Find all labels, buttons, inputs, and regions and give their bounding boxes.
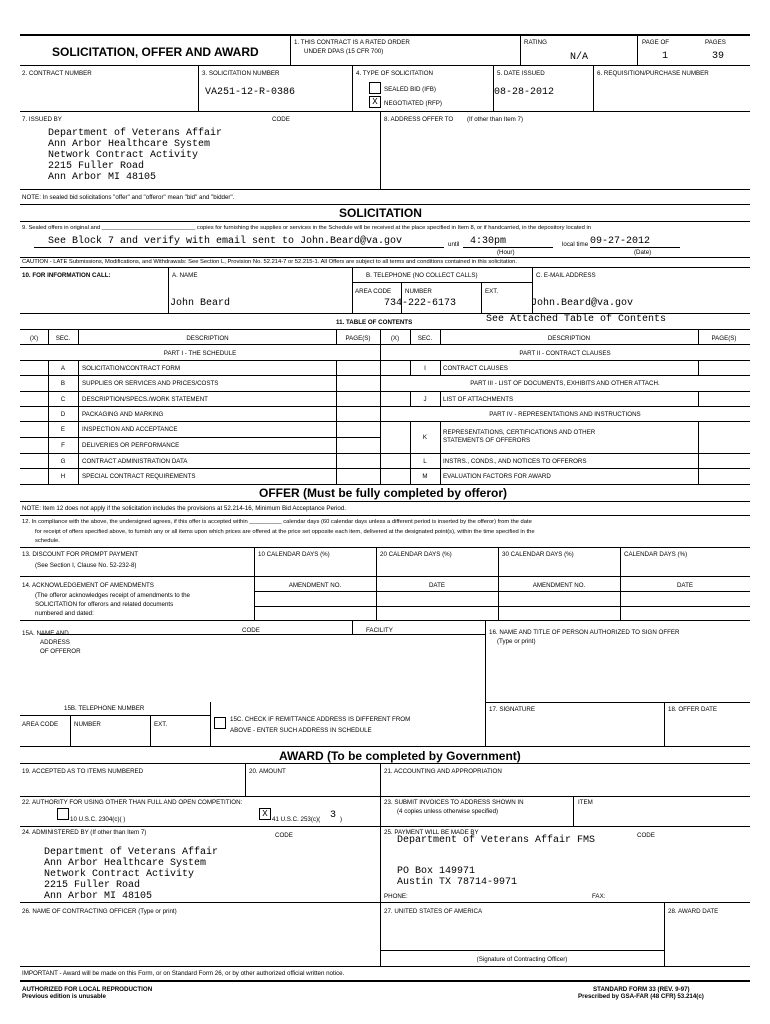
name-address-label-1: 15A. NAME AND — [22, 630, 69, 637]
amendment-no-col-2: AMENDMENT NO. — [532, 582, 586, 589]
administered-by-line-4: 2215 Fuller Road — [44, 880, 141, 891]
remittance-checkbox[interactable] — [214, 717, 226, 729]
rating-value: N/A — [570, 52, 589, 63]
offeror-code-label: CODE — [242, 627, 260, 634]
item15c-line-2: ABOVE - ENTER SUCH ADDRESS IN SCHEDULE — [230, 727, 372, 734]
amendment-no-col-1: AMENDMENT NO. — [288, 582, 342, 589]
item27-label: 27. UNITED STATES OF AMERICA — [384, 908, 483, 915]
rated-order-label: 1. THIS CONTRACT IS A RATED ORDER — [294, 39, 410, 46]
item16-sub: (Type or print) — [497, 638, 536, 645]
usc-10-checkbox[interactable] — [57, 808, 69, 820]
toc-right-sec-i: I — [424, 365, 426, 372]
toc-col-pages-left: PAGE(S) — [345, 335, 371, 342]
toc-left-desc-e[interactable]: INSPECTION AND ACCEPTANCE — [82, 426, 178, 433]
contact-name-value: John Beard — [170, 298, 231, 309]
toc-left-sec-h: H — [60, 473, 66, 480]
toc-left-sec-f: F — [61, 442, 65, 449]
offer-area-code-label: AREA CODE — [22, 721, 59, 728]
contract-number-label: 2. CONTRACT NUMBER — [22, 70, 92, 77]
payment-fax-label: FAX: — [592, 893, 606, 900]
toc-right-desc-k2[interactable]: STATEMENTS OF OFFERORS — [443, 437, 531, 444]
toc-col-desc-left: DESCRIPTION — [186, 335, 229, 342]
note-item-12: NOTE: Item 12 does not apply if the solicitation includes the provisions at 52.214-16, Minimum Bid Acceptance Period. — [22, 505, 346, 512]
item24-code-label: CODE — [275, 832, 293, 839]
form-bottom-border — [20, 980, 750, 982]
phone-number-label: NUMBER — [405, 288, 432, 295]
administered-by-line-2: Ann Arbor Healthcare System — [44, 858, 207, 869]
telephone-15b-label: 15B. TELEPHONE NUMBER — [64, 705, 145, 712]
usc-41-close: ) — [340, 816, 343, 823]
issued-by-line-5: Ann Arbor MI 48105 — [48, 172, 157, 183]
toc-right-desc-l[interactable]: INSTRS., CONDS., AND NOTICES TO OFFERORS — [443, 458, 587, 465]
contact-phone-value: 734-222-6173 — [384, 298, 457, 309]
administered-by-line-5: Ann Arbor MI 48105 — [44, 891, 153, 902]
toc-right-sec-m: M — [422, 473, 428, 480]
item25-code-label: CODE — [637, 832, 655, 839]
hour-value: 4:30pm — [470, 236, 507, 247]
name-address-label-3: OF OFFEROR — [40, 648, 81, 655]
footer-authorized: AUTHORIZED FOR LOCAL REPRODUCTION — [22, 986, 153, 993]
toc-left-desc-g[interactable]: CONTRACT ADMINISTRATION DATA — [82, 458, 188, 465]
footer-prescribed-by: Prescribed by GSA-FAR (48 CFR) 53.214(c) — [578, 993, 704, 1000]
payment-line-3: Austin TX 78714-9971 — [397, 877, 518, 888]
discount-20-days[interactable]: 20 CALENDAR DAYS (%) — [380, 551, 452, 558]
item19-label: 19. ACCEPTED AS TO ITEMS NUMBERED — [22, 768, 144, 775]
issued-by-line-3: Network Contract Activity — [48, 150, 199, 161]
caution-text: CAUTION - LATE Submissions, Modifications, and Withdrawals: See Section L, Provision No. 52.214-7 or 52.215-1. All Offers are subject to all terms and conditions contained in this solicitation. — [22, 259, 518, 265]
date-issued-value: 08-28-2012 — [494, 87, 555, 98]
toc-left-sec-e: E — [60, 426, 66, 433]
toc-left-sec-a: A — [60, 365, 66, 372]
requisition-number-label: 6. REQUISITION/PURCHASE NUMBER — [597, 70, 709, 77]
info-call-label: 10. FOR INFORMATION CALL: — [22, 272, 111, 279]
discount-10-days[interactable]: 10 CALENDAR DAYS (%) — [258, 551, 330, 558]
form-top-border — [20, 34, 750, 36]
solicitation-heading: SOLICITATION — [339, 206, 422, 220]
issued-by-line-2: Ann Arbor Healthcare System — [48, 139, 211, 150]
dpas-label: UNDER DPAS (15 CFR 700) — [304, 48, 384, 55]
solicitation-number-value: VA251-12-R-0386 — [205, 87, 296, 98]
rating-label: RATING — [524, 39, 547, 46]
toc-heading: 11. TABLE OF CONTENTS — [336, 319, 413, 326]
discount-sub: (See Section I, Clause No. 52-232-8) — [35, 562, 137, 569]
discount-label: 13. DISCOUNT FOR PROMPT PAYMENT — [22, 551, 139, 558]
negotiated-label: NEGOTIATED (RFP) — [384, 100, 442, 107]
toc-left-desc-d[interactable]: PACKAGING AND MARKING — [82, 411, 164, 418]
toc-right-desc-k1[interactable]: REPRESENTATIONS, CERTIFICATIONS AND OTHER — [443, 429, 596, 436]
toc-right-sec-k: K — [422, 434, 428, 441]
item15c-line-1: 15C. CHECK IF REMITTANCE ADDRESS IS DIFFERENT FROM — [230, 716, 411, 723]
toc-left-sec-d: D — [60, 411, 66, 418]
item22-label: 22. AUTHORITY FOR USING OTHER THAN FULL AND OPEN COMPETITION: — [22, 799, 243, 806]
issued-by-line-1: Department of Veterans Affair — [48, 128, 223, 139]
award-heading: AWARD (To be completed by Government) — [279, 749, 521, 763]
toc-left-sec-b: B — [60, 380, 66, 387]
toc-right-desc-j[interactable]: LIST OF ATTACHMENTS — [443, 396, 514, 403]
toc-col-pages-right: PAGE(S) — [711, 335, 737, 342]
administered-by-line-1: Department of Veterans Affair — [44, 847, 219, 858]
facility-label: FACILITY — [366, 627, 393, 634]
toc-col-sec-left: SEC. — [55, 335, 71, 342]
item9-text: 9. Sealed offers in original and _____________________________ copies for furnishing the supplies or services in the Schedule will be received at the place specified in Item 8, or if handcarried, in the depository located in — [22, 225, 592, 231]
toc-col-x-left: (X) — [29, 335, 39, 342]
item24-label: 24. ADMINISTERED BY (If other than Item 7) — [22, 829, 147, 836]
see-attached-toc: See Attached Table of Contents — [486, 314, 667, 325]
payment-phone-label: PHONE: — [384, 893, 408, 900]
toc-right-desc-i[interactable]: CONTRACT CLAUSES — [443, 365, 508, 372]
item21-label: 21. ACCOUNTING AND APPROPRIATION — [384, 768, 502, 775]
offer-number-label: NUMBER — [74, 721, 101, 728]
ack-sub-2: SOLICITATION for offerors and related documents — [35, 601, 174, 608]
item17-signature-label: 17. SIGNATURE — [489, 706, 535, 713]
hour-label: (Hour) — [497, 249, 515, 256]
toc-left-desc-c[interactable]: DESCRIPTION/SPECS./WORK STATEMENT — [82, 396, 208, 403]
negotiated-checkbox[interactable]: X — [369, 96, 381, 108]
item16-label: 16. NAME AND TITLE OF PERSON AUTHORIZED TO SIGN OFFER — [489, 629, 680, 636]
date-label: (Date) — [634, 249, 652, 256]
form-title: SOLICITATION, OFFER AND AWARD — [52, 45, 259, 59]
offer-heading: OFFER (Must be fully completed by offeror) — [259, 486, 508, 500]
note-sealed-bid: NOTE: In sealed bid solicitations "offer" and "offeror" mean "bid" and "bidder". — [22, 194, 235, 201]
toc-part-4: PART IV - REPRESENTATIONS AND INSTRUCTIONS — [489, 411, 641, 418]
item23-sub: (4 copies unless otherwise specified) — [397, 808, 499, 815]
name-label: A. NAME — [172, 272, 198, 279]
pages-value: 39 — [712, 51, 725, 62]
toc-left-desc-a[interactable]: SOLICITATION/CONTRACT FORM — [82, 365, 180, 372]
usc-10-label: 10 U.S.C. 2304(c)( ) — [70, 816, 126, 823]
type-of-solicitation-label: 4. TYPE OF SOLICITATION — [356, 70, 434, 77]
payment-line-1: Department of Veterans Affair FMS — [397, 835, 596, 846]
usc-41-checkbox[interactable]: X — [259, 808, 271, 820]
administered-by-line-3: Network Contract Activity — [44, 869, 195, 880]
toc-left-sec-c: C — [60, 396, 66, 403]
item12-line-3: schedule. — [35, 538, 60, 544]
date-value: 09-27-2012 — [590, 236, 651, 247]
ack-sub-1: (The offeror acknowledges receipt of amendments to the — [35, 592, 191, 599]
usc-41-label: 41 U.S.C. 253(c)( — [272, 816, 321, 823]
item20-label: 20. AMOUNT — [249, 768, 286, 775]
amendment-date-col-1: DATE — [428, 582, 446, 589]
email-label: C. E-MAIL ADDRESS — [536, 272, 596, 279]
item23-item-label: ITEM — [578, 799, 593, 806]
toc-left-sec-g: G — [60, 458, 66, 465]
contact-email-value: John.Beard@va.gov — [531, 298, 634, 309]
payment-line-2: PO Box 149971 — [397, 866, 476, 877]
item12-line-1: 12. In compliance with the above, the undersigned agrees, if this offer is accepted within __________ calendar days (60 calendar days unless a different period is inserted by the offeror) from the date — [22, 519, 532, 525]
address-offer-label: 8. ADDRESS OFFER TO — [384, 116, 454, 123]
amendment-date-col-2: DATE — [676, 582, 694, 589]
ack-amendments-label: 14. ACKNOWLEDGEMENT OF AMENDMENTS — [22, 582, 154, 589]
item26-label: 26. NAME OF CONTRACTING OFFICER (Type or print) — [22, 908, 177, 915]
phone-ext-label: EXT. — [485, 288, 499, 295]
local-time-label: local time — [562, 241, 589, 248]
toc-col-sec-right: SEC. — [417, 335, 433, 342]
item18-offer-date-label: 18. OFFER DATE — [668, 706, 718, 713]
issued-by-code-label: CODE — [272, 116, 290, 123]
issued-by-label: 7. ISSUED BY — [22, 116, 62, 123]
toc-left-desc-h[interactable]: SPECIAL CONTRACT REQUIREMENTS — [82, 473, 196, 480]
depository-value: See Block 7 and verify with email sent to John.Beard@va.gov — [48, 236, 403, 247]
toc-part-3: PART III - LIST OF DOCUMENTS, EXHIBITS AND OTHER ATTACH. — [470, 380, 660, 387]
discount-30-days[interactable]: 30 CALENDAR DAYS (%) — [502, 551, 574, 558]
toc-col-x-right: (X) — [390, 335, 400, 342]
area-code-label: AREA CODE — [355, 288, 392, 295]
date-issued-label: 5. DATE ISSUED — [497, 70, 545, 77]
toc-part-1: PART I - THE SCHEDULE — [163, 350, 237, 357]
ack-sub-3: numbered and dated: — [35, 610, 94, 617]
toc-right-desc-m[interactable]: EVALUATION FACTORS FOR AWARD — [443, 473, 551, 480]
toc-left-desc-f[interactable]: DELIVERIES OR PERFORMANCE — [82, 442, 180, 449]
usc-41-number: 3 — [330, 810, 337, 821]
toc-left-desc-b[interactable]: SUPPLIES OR SERVICES AND PRICES/COSTS — [82, 380, 219, 387]
toc-part-2: PART II - CONTRACT CLAUSES — [519, 350, 611, 357]
page-value: 1 — [662, 51, 669, 62]
solicitation-number-label: 3. SOLICITATION NUMBER — [202, 70, 280, 77]
address-offer-note: (If other than Item 7) — [467, 116, 524, 123]
discount-calendar-days[interactable]: CALENDAR DAYS (%) — [624, 551, 688, 558]
issued-by-line-4: 2215 Fuller Road — [48, 161, 145, 172]
sealed-bid-checkbox[interactable] — [369, 82, 381, 94]
item25-label: 25. PAYMENT WILL BE MADE BY — [384, 829, 479, 836]
item28-label: 28. AWARD DATE — [668, 908, 719, 915]
toc-right-sec-l: L — [423, 458, 427, 465]
item12-line-2: for receipt of offers specified above, to furnish any or all items upon which prices are offered at the price set opposite each item, delivered at the designated point(s), within the time specified in the — [35, 529, 535, 535]
name-address-label-2: ADDRESS — [40, 639, 70, 646]
toc-col-desc-right: DESCRIPTION — [547, 335, 591, 342]
page-of-label: PAGE OF — [642, 39, 670, 46]
footer-previous-edition: Previous edition is unusable — [22, 993, 106, 1000]
telephone-label: B. TELEPHONE (NO COLLECT CALLS) — [366, 272, 478, 279]
until-label: until — [448, 241, 460, 248]
footer-standard-form: STANDARD FORM 33 (REV. 9-97) — [593, 986, 690, 993]
offer-ext-label: EXT. — [154, 721, 168, 728]
sealed-bid-label: SEALED BID (IFB) — [384, 86, 436, 93]
pages-label: PAGES — [705, 39, 726, 46]
toc-right-sec-j: J — [423, 396, 427, 403]
important-notice: IMPORTANT - Award will be made on this Form, or on Standard Form 26, or by other authorized official written notice. — [22, 970, 345, 977]
signature-caption: (Signature of Contracting Officer) — [476, 956, 568, 963]
item23-label: 23. SUBMIT INVOICES TO ADDRESS SHOWN IN — [384, 799, 524, 806]
